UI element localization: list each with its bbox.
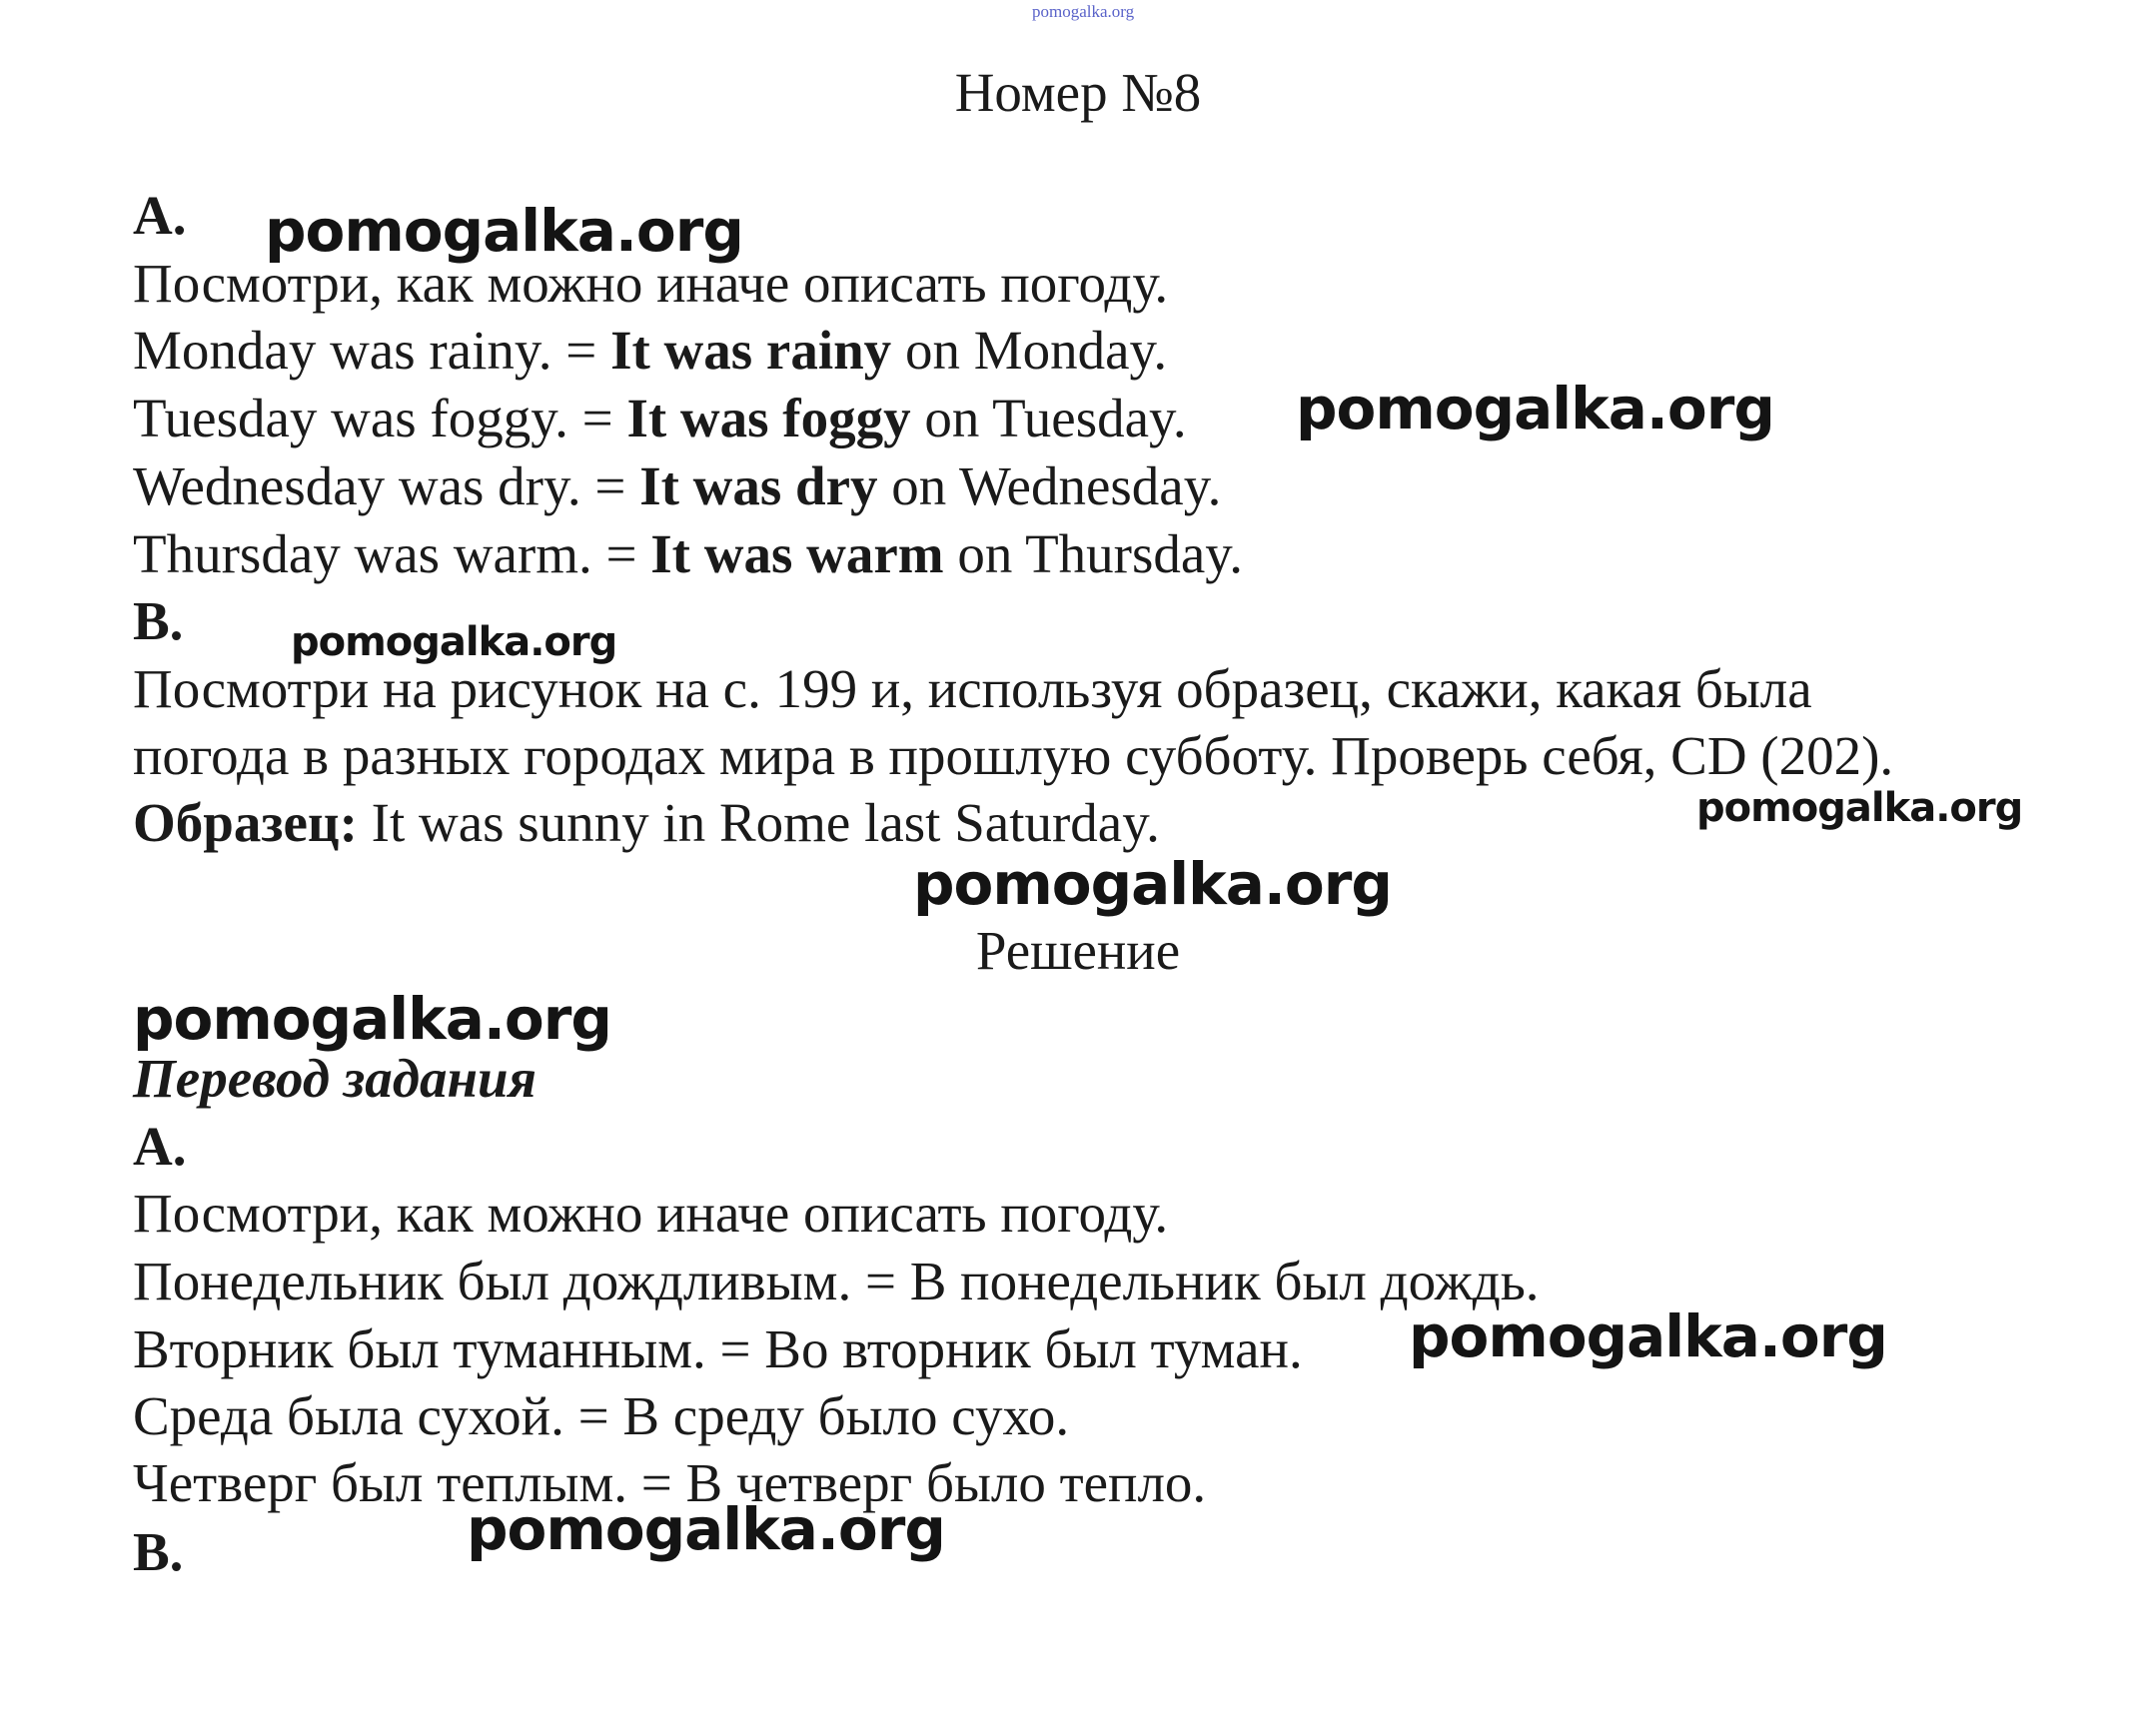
example-after: on Tuesday. (910, 388, 1187, 448)
solution-section-a-instruction: Посмотри, как можно иначе описать погоду. (133, 1183, 1169, 1244)
watermark: pomogalka.org (467, 1495, 945, 1563)
solution-title: Решение (975, 920, 1181, 981)
example-after: on Thursday. (943, 523, 1243, 584)
page-title: Номер №8 (954, 62, 1202, 123)
example-line (133, 453, 1221, 519)
section-a-label: A. (133, 185, 187, 246)
translation-heading: Перевод задания (133, 1048, 537, 1109)
example-before: Thursday was warm. = (133, 523, 651, 584)
section-a-instruction: Посмотри, как можно иначе описать погоду. (133, 253, 1169, 314)
watermark: pomogalka.org (1409, 1302, 1887, 1370)
example-after: on Monday. (891, 320, 1168, 381)
watermark: pomogalka.org (1296, 375, 1774, 442)
example-after: on Wednesday. (877, 455, 1222, 516)
example-bold: It was rainy (610, 320, 892, 381)
example-before: Wednesday was dry. = (133, 455, 640, 516)
example-bold: It was dry (639, 455, 878, 516)
solution-section-a-label: A. (133, 1116, 187, 1177)
watermark: pomogalka.org (913, 850, 1392, 918)
section-b-instruction-2: погода в разных городах мира в прошлую субботу. Проверь себя, CD (202). (133, 725, 1894, 786)
solution-section-b-label: B. (133, 1521, 184, 1582)
watermark: pomogalka.org (291, 619, 617, 665)
translation-line: Понедельник был дождливым. = В понедельник был дождь. (133, 1251, 1540, 1311)
translation-line: Четверг был теплым. = В четверг было тепло. (133, 1452, 1207, 1513)
example-bold: It was foggy (626, 388, 911, 448)
source-watermark: pomogalka.org (1032, 2, 1135, 21)
sample-label: Образец: (133, 792, 358, 853)
example-bold: It was warm (650, 523, 944, 584)
watermark: pomogalka.org (265, 197, 743, 265)
translation-line: Среда была сухой. = В среду было сухо. (133, 1385, 1070, 1446)
sample-text: It was sunny in Rome last Saturday. (357, 792, 1160, 853)
example-line (133, 386, 1187, 451)
section-b-instruction-1: Посмотри на рисунок на с. 199 и, используя образец, скажи, какая была (133, 658, 1812, 719)
example-before: Tuesday was foggy. = (133, 388, 627, 448)
section-b-label: B. (133, 590, 184, 651)
watermark: pomogalka.org (1696, 785, 2023, 831)
example-before: Monday was rainy. = (133, 320, 611, 381)
translation-line: Вторник был туманным. = Во вторник был туман. (133, 1318, 1303, 1379)
example-line (133, 521, 1243, 587)
watermark: pomogalka.org (133, 985, 611, 1053)
sample-line (133, 790, 1160, 856)
example-line (133, 318, 1167, 384)
